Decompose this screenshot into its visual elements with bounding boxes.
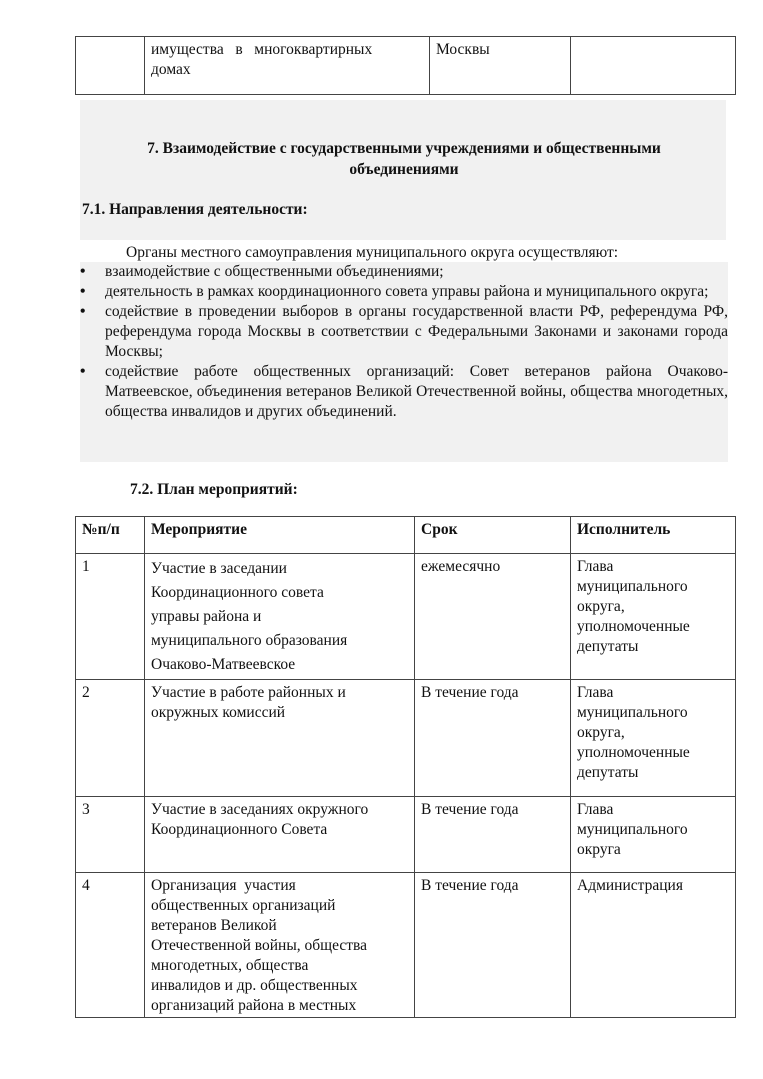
cell-line: Глава <box>577 558 614 575</box>
subsection-title: 7.1. Направления деятельности: <box>82 201 308 218</box>
term-cell: В течение года <box>415 873 571 1018</box>
cell-line: окружных комиссий <box>151 704 286 721</box>
cell-line: инвалидов и др. общественных <box>151 977 358 994</box>
section-title <box>98 138 710 180</box>
cell-line: округа, <box>577 598 625 615</box>
cell-line: Участие в заседаниях окружного <box>151 801 369 818</box>
event-cell <box>145 797 415 873</box>
cell-line: уполномоченные <box>577 744 690 761</box>
header-cell: Исполнитель <box>571 517 736 554</box>
event-cell <box>145 680 415 797</box>
cell-line: ветеранов Великой <box>151 917 277 934</box>
header-cell: Мероприятие <box>145 517 415 554</box>
bullet-item: • деятельность в рамках координационного совета управы района и муниципального округа; <box>80 282 728 302</box>
cell-line: Организация участия <box>151 877 296 894</box>
cell-line: многодетных, общества <box>151 957 309 974</box>
cell-line: муниципального <box>577 821 688 838</box>
table-header-row <box>76 517 736 554</box>
table-row <box>76 873 736 1018</box>
table-cell <box>571 37 736 95</box>
cell-line: Очаково-Матвеевское <box>151 656 296 673</box>
bullet-item: • взаимодействие с общественными объединениями; <box>80 262 728 282</box>
cell-line: домах <box>151 61 191 78</box>
header-cell: Срок <box>415 517 571 554</box>
row-number: 1 <box>76 554 145 680</box>
cell-line: общественных организаций <box>151 897 336 914</box>
term-cell: В течение года <box>415 680 571 797</box>
cell-line: Координационного Совета <box>151 821 328 838</box>
bullet-item: • содействие в проведении выборов в органы государственной власти РФ, референдума РФ, референдума города Москвы в соответствии с Федеральными Законами и законами города Москвы; <box>80 302 728 362</box>
cell-line: организаций района в местных <box>151 997 357 1014</box>
table-row <box>76 37 736 95</box>
plan-table <box>75 516 736 1018</box>
row-number: 3 <box>76 797 145 873</box>
bullet-item: • содействие работе общественных организаций: Совет ветеранов района Очаково-Матвеевское, объединения ветеранов Великой Отечественной войны, общества многодетных, общества инвалидов и других объединений. <box>80 362 728 422</box>
table-row <box>76 680 736 797</box>
table-row <box>76 797 736 873</box>
executor-cell <box>571 680 736 797</box>
cell-line: муниципального образования <box>151 632 348 649</box>
cell-line: Глава <box>577 684 614 701</box>
cell-line: имущества в многоквартирных <box>151 41 373 58</box>
subsection-title: 7.2. План мероприятий: <box>130 481 298 498</box>
table-row <box>76 554 736 680</box>
cell-line: округа <box>577 841 621 858</box>
executor-cell <box>571 554 736 680</box>
cell-line: депутаты <box>577 638 639 655</box>
cell-line: Участие в заседании <box>151 560 287 577</box>
cell-line: муниципального <box>577 578 688 595</box>
cell-line: управы района и <box>151 608 262 625</box>
event-cell <box>145 873 415 1018</box>
cell-line: Участие в работе районных и <box>151 684 346 701</box>
cell-line: Отечественной войны, общества <box>151 937 367 954</box>
cell-line: Координационного совета <box>151 584 324 601</box>
top-table <box>75 36 736 95</box>
intro-text: Органы местного самоуправления муниципального округа осуществляют: <box>126 244 619 261</box>
term-cell: В течение года <box>415 797 571 873</box>
table-cell <box>76 37 145 95</box>
event-cell <box>145 554 415 680</box>
header-cell: №п/п <box>76 517 145 554</box>
table-cell: Москвы <box>430 37 571 95</box>
table-cell <box>145 37 430 95</box>
row-number: 2 <box>76 680 145 797</box>
row-number: 4 <box>76 873 145 1018</box>
executor-cell <box>571 873 736 1018</box>
term-cell: ежемесячно <box>415 554 571 680</box>
executor-cell <box>571 797 736 873</box>
section-title-line: 7. Взаимодействие с государственными учреждениями и общественными <box>147 140 661 157</box>
section-title-line: объединениями <box>349 161 459 178</box>
cell-line: уполномоченные <box>577 618 690 635</box>
cell-line: Глава <box>577 801 614 818</box>
cell-line: Администрация <box>577 877 683 894</box>
cell-line: депутаты <box>577 764 639 781</box>
cell-line: муниципального <box>577 704 688 721</box>
bullet-list <box>80 262 728 422</box>
cell-line: округа, <box>577 724 625 741</box>
